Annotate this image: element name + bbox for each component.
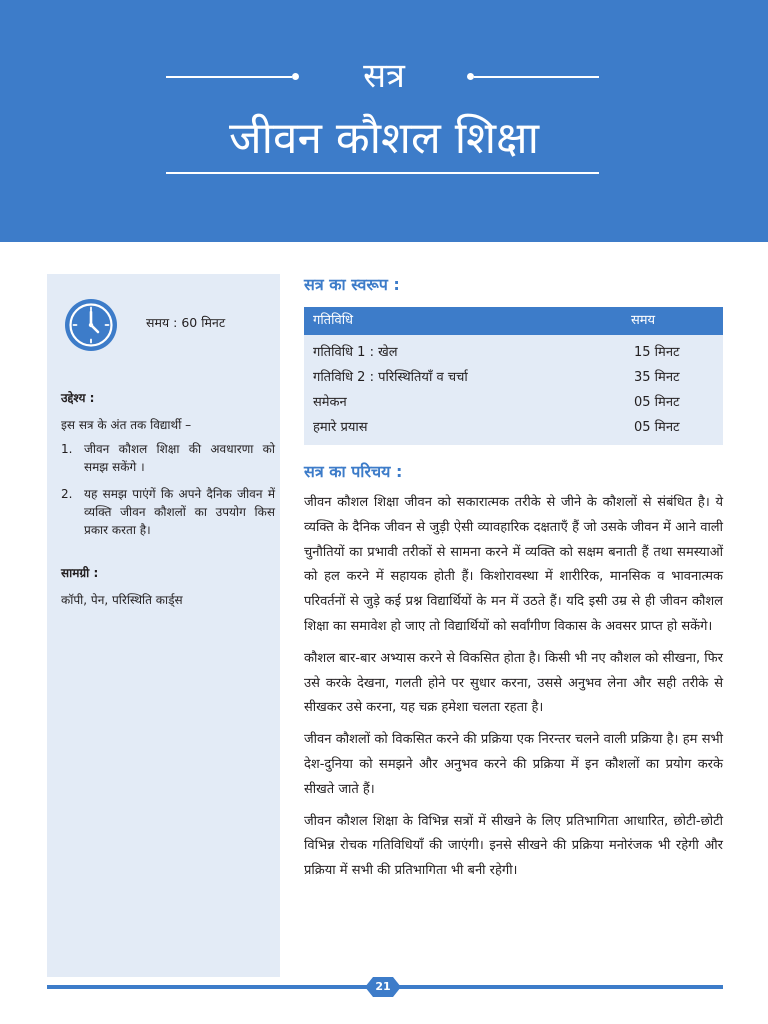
clock-icon (63, 297, 119, 353)
objective-item (61, 485, 275, 539)
objective-number: 1. (61, 442, 73, 456)
introduction-paragraph: कौशल बार-बार अभ्यास करने से विकसित होता है। किसी भी नए कौशल को सीखना, फिर उसे करके देखना, गलती होने पर सुधार करना, उससे अनुभव लेना और सही तरीके से सीखकर उसे करना, यह चक्र हमेशा चलता रहता है। (304, 650, 723, 716)
introduction-paragraph: जीवन कौशल शिक्षा जीवन को सकारात्मक तरीके से जीने के कौशलों से संबंधित है। ये व्यक्ति के दैनिक जीवन से जुड़ी ऐसी व्यावहारिक दक्षताएँ हैं जो उसके जीवन में आने वाली चुनौतियों का प्रभावी तरीकों से सामना करने में व्यक्ति को सक्षम बनाती हैं तथा समस्याओं को हल करने में सहायक होती हैं। किशोरावस्था में शारीरिक, मानसिक व भावनात्मक परिवर्तनों से जुड़े कई प्रश्न विद्यार्थियों के मन में उठते हैं। यदि इसी उम्र से ही जीवन कौशल शिक्षा का समावेश हो जाए तो विद्यार्थियों को सर्वांगीण विकास के अवसर प्राप्त हो सकेंगे। (304, 495, 723, 634)
time-cell: 05 मिनट (634, 395, 680, 410)
materials-section (61, 564, 275, 609)
objectives-intro: इस सत्र के अंत तक विद्यार्थी – (61, 418, 192, 432)
page-number: 21 (375, 980, 391, 993)
objective-text: यह समझ पाएंगें कि अपने दैनिक जीवन में व्यक्ति जीवन कौशलों का उपयोग किस प्रकार करता है। (84, 487, 275, 537)
session-duration: समय : 60 मिनट (146, 315, 226, 330)
session-label: सत्र (363, 56, 405, 96)
page-title: जीवन कौशल शिक्षा (228, 113, 540, 164)
sidebar-panel (47, 274, 280, 977)
time-cell: 05 मिनट (634, 420, 680, 435)
introduction-body (304, 491, 723, 891)
objectives-section (61, 389, 275, 548)
table-row (304, 366, 723, 390)
objective-item (61, 440, 275, 476)
table-row (304, 341, 723, 365)
objective-number: 2. (61, 487, 73, 501)
title-underline (166, 172, 599, 174)
time-cell: 15 मिनट (634, 345, 680, 360)
table-row (304, 416, 723, 440)
introduction-paragraph: जीवन कौशलों को विकसित करने की प्रक्रिया एक निरन्तर चलने वाली प्रक्रिया है। हम सभी देश-दुनिया को समझने और अनुभव करने की प्रक्रिया में इन कौशलों का प्रयोग करके सीखते जाते हैं। (304, 732, 723, 797)
table-row (304, 391, 723, 415)
activity-cell: गतिविधि 1 : खेल (313, 345, 398, 360)
time-cell: 35 मिनट (634, 370, 680, 385)
schedule-table-header (304, 307, 723, 335)
introduction-paragraph: जीवन कौशल शिक्षा के विभिन्न सत्रों में सीखने के लिए प्रतिभागिता आधारित, छोटी-छोटी विभिन्न रोचक गतिविधियाँ की जाएंगी। इनसे सीखने की प्रक्रिया मनोरंजक भी रहेगी और प्रक्रिया में सभी की प्रतिभागिता भी बनी रहेगी। (304, 813, 723, 879)
activity-cell: समेकन (313, 395, 347, 410)
introduction-heading: सत्र का परिचय : (304, 462, 403, 481)
schedule-table-body (304, 335, 723, 445)
structure-heading: सत्र का स्वरूप : (304, 275, 400, 294)
activity-cell: हमारे प्रयास (313, 420, 368, 435)
objective-text: जीवन कौशल शिक्षा की अवधारणा को समझ सकेंगे । (84, 442, 275, 474)
objectives-heading: उद्देश्य : (61, 391, 95, 405)
objectives-list (61, 440, 275, 539)
activity-cell: गतिविधि 2 : परिस्थितियाँ व चर्चा (313, 370, 468, 385)
column-header-activity: गतिविधि (313, 313, 354, 328)
materials-heading: सामग्री : (61, 566, 99, 580)
column-header-time: समय (631, 313, 656, 328)
materials-list: कॉपी, पेन, परिस्थिति कार्ड्स (61, 593, 183, 607)
